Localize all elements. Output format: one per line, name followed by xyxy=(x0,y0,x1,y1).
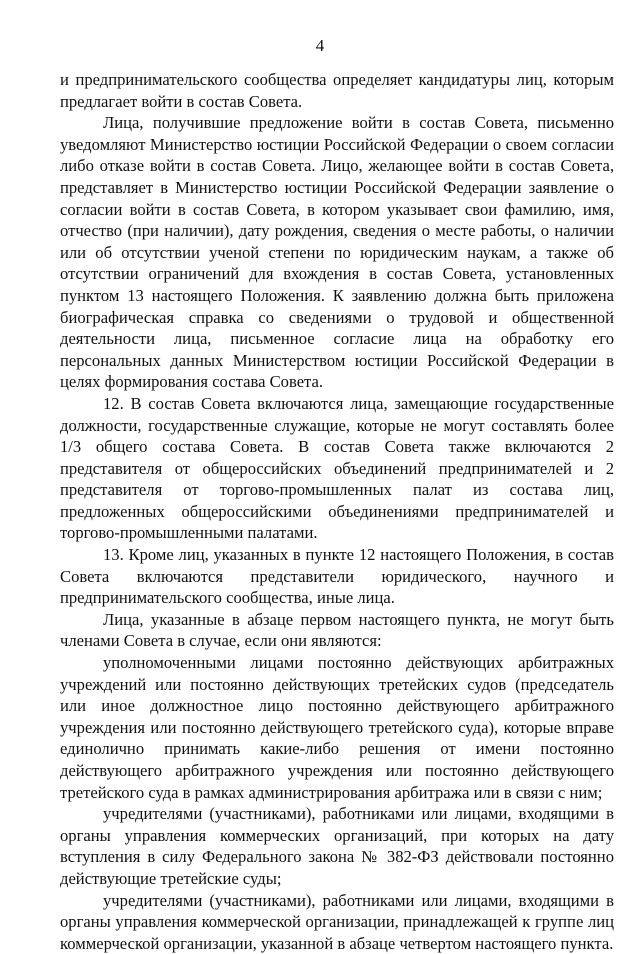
paragraph-restrictions-intro: Лица, указанные в абзаце первом настоящего пункта, не могут быть членами Совета в случае, если они являются: xyxy=(60,609,614,651)
page-number: 4 xyxy=(315,36,325,55)
paragraph-restriction-3: учредителями (участниками), работниками или лицами, входящими в органы управления коммерческой организации, принадлежащей к группе лиц коммерческой организации, указанной в абзаце четвертом настоящего пункта. xyxy=(60,890,614,953)
paragraph-restriction-1: уполномоченными лицами постоянно действующих арбитражных учреждений или постоянно действующих третейских судов (председатель или иное должностное лицо постоянно действующего арбитражного учреждения или постоянно действующего третейского суда), которые вправе единолично принимать какие-либо решения от имени постоянно действующего арбитражного учреждения или постоянно действующего третейского суда в рамках администрирования арбитража или в связи с ним; xyxy=(60,653,614,802)
paragraph-continuation: и предпринимательского сообщества определяет кандидатуры лиц, которым предлагает войти в состав Совета. xyxy=(60,70,614,111)
paragraph-item-13: 13. Кроме лиц, указанных в пункте 12 настоящего Положения, в состав Совета включаются представители юридического, научного и предпринимательского сообщества, иные лица. xyxy=(60,545,614,608)
paragraph-item-12: 12. В состав Совета включаются лица, замещающие государственные должности, государственные служащие, которые не могут составлять более 1/3 общего состава Совета. В состав Совета также включаются 2 представителя от общероссийских объединений предпринимателей и 2 представителя от торгово-промышленных палат из состава лиц, предложенных общероссийскими объединениями предпринимателей и торгово-промышленными палатами. xyxy=(60,393,614,543)
paragraph-restriction-2: учредителями (участниками), работниками или лицами, входящими в органы управления коммерческих организаций, при которых на дату вступления в силу Федерального закона № 382-ФЗ действовали постоянно действующие третейские суды; xyxy=(60,804,614,888)
paragraph-application-procedure: Лица, получившие предложение войти в состав Совета, письменно уведомляют Министерство юстиции Российской Федерации о своем согласии либо отказе войти в состав Совета. Лицо, желающее войти в состав Совета, представляет в Министерство юстиции Российской Федерации заявление о согласии войти в состав Совета, в котором указывает свои фамилию, имя, отчество (при наличии), дату рождения, сведения о месте работы, о наличии или об отсутствии ученой степени по юридическим наукам, а также об отсутствии ограничений для вхождения в состав Совета, установленных пунктом 13 настоящего Положения. К заявлению должна быть приложена биографическая справка со сведениями о трудовой и общественной деятельности лица, письменное согласие лица на обработку его персональных данных Министерством юстиции Российской Федерации в целях формирования состава Совета. xyxy=(60,113,614,392)
document-body xyxy=(60,69,614,954)
